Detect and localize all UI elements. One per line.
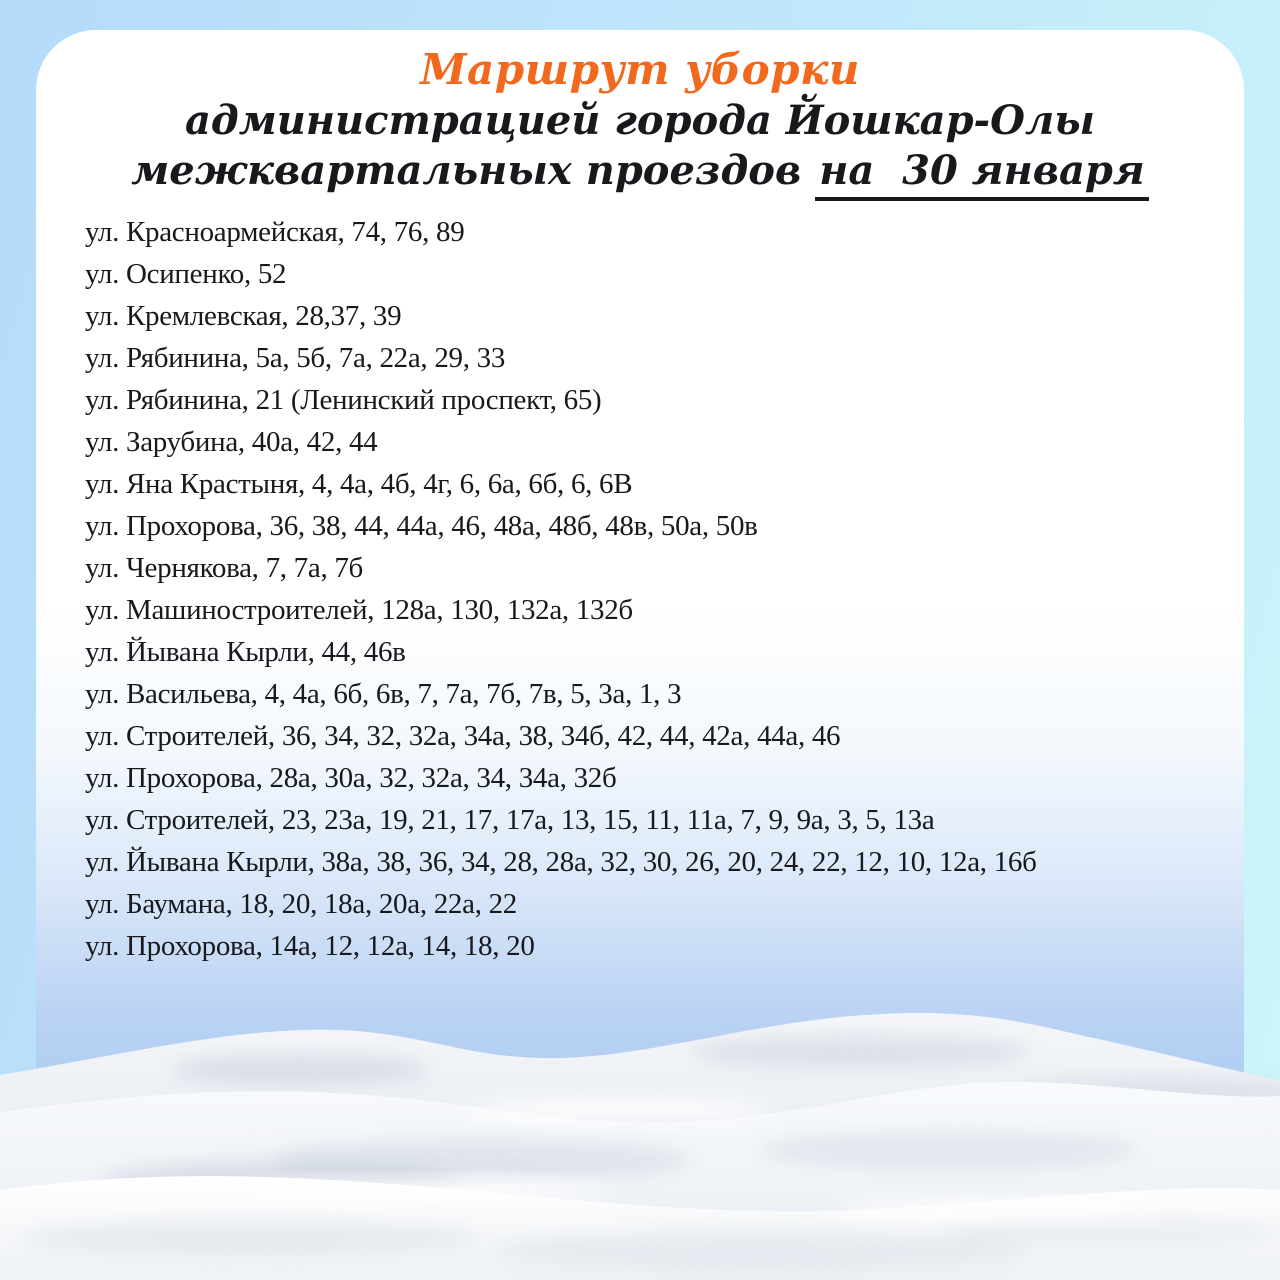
street-list-item: ул. Строителей, 23, 23а, 19, 21, 17, 17а, 13, 15, 11, 11а, 7, 9, 9а, 3, 5, 13а bbox=[85, 804, 935, 836]
street-list-item: ул. Строителей, 36, 34, 32, 32а, 34а, 38, 34б, 42, 44, 42а, 44а, 46 bbox=[85, 720, 841, 752]
snow-drifts-svg bbox=[0, 1000, 1280, 1280]
street-list-item: ул. Прохорова, 14а, 12, 12а, 14, 18, 20 bbox=[85, 930, 535, 962]
poster-title: Маршрут уборки bbox=[420, 45, 860, 94]
poster-date-underlined: на 30 января bbox=[815, 146, 1149, 201]
street-list-item: ул. Рябинина, 5а, 5б, 7а, 22а, 29, 33 bbox=[85, 342, 506, 374]
street-list-item: ул. Прохорова, 28а, 30а, 32, 32а, 34, 34а, 32б bbox=[85, 762, 617, 794]
poster-subtitle-line1: администрацией города Йошкар-Олы bbox=[185, 97, 1095, 144]
street-list-item: ул. Чернякова, 7, 7а, 7б bbox=[85, 552, 363, 584]
street-list-item: ул. Йывана Кырли, 44, 46в bbox=[85, 636, 406, 668]
street-list-item: ул. Прохорова, 36, 38, 44, 44а, 46, 48а, 48б, 48в, 50а, 50в bbox=[85, 510, 758, 542]
snow-drifts-image bbox=[0, 1000, 1280, 1280]
street-list bbox=[36, 211, 1244, 967]
street-list-item: ул. Васильева, 4, 4а, 6б, 6в, 7, 7а, 7б, 7в, 5, 3а, 1, 3 bbox=[85, 678, 682, 710]
poster-subtitle-line2 bbox=[36, 146, 1244, 201]
street-list-item: ул. Красноармейская, 74, 76, 89 bbox=[85, 216, 465, 248]
street-list-item: ул. Яна Крастыня, 4, 4а, 4б, 4г, 6, 6а, 6б, 6, 6В bbox=[85, 468, 633, 500]
street-list-item: ул. Йывана Кырли, 38а, 38, 36, 34, 28, 28а, 32, 30, 26, 20, 24, 22, 12, 10, 12а, 16б bbox=[85, 846, 1037, 878]
street-list-item: ул. Машиностроителей, 128а, 130, 132а, 132б bbox=[85, 594, 633, 626]
street-list-item: ул. Баумана, 18, 20, 18а, 20а, 22а, 22 bbox=[85, 888, 517, 920]
street-list-item: ул. Осипенко, 52 bbox=[85, 258, 287, 290]
street-list-item: ул. Рябинина, 21 (Ленинский проспект, 65) bbox=[85, 384, 602, 416]
poster-header bbox=[36, 30, 1244, 201]
poster-subtitle-line2-prefix: межквартальных проездов bbox=[131, 147, 802, 194]
street-list-item: ул. Зарубина, 40а, 42, 44 bbox=[85, 426, 378, 458]
street-list-item: ул. Кремлевская, 28,37, 39 bbox=[85, 300, 402, 332]
